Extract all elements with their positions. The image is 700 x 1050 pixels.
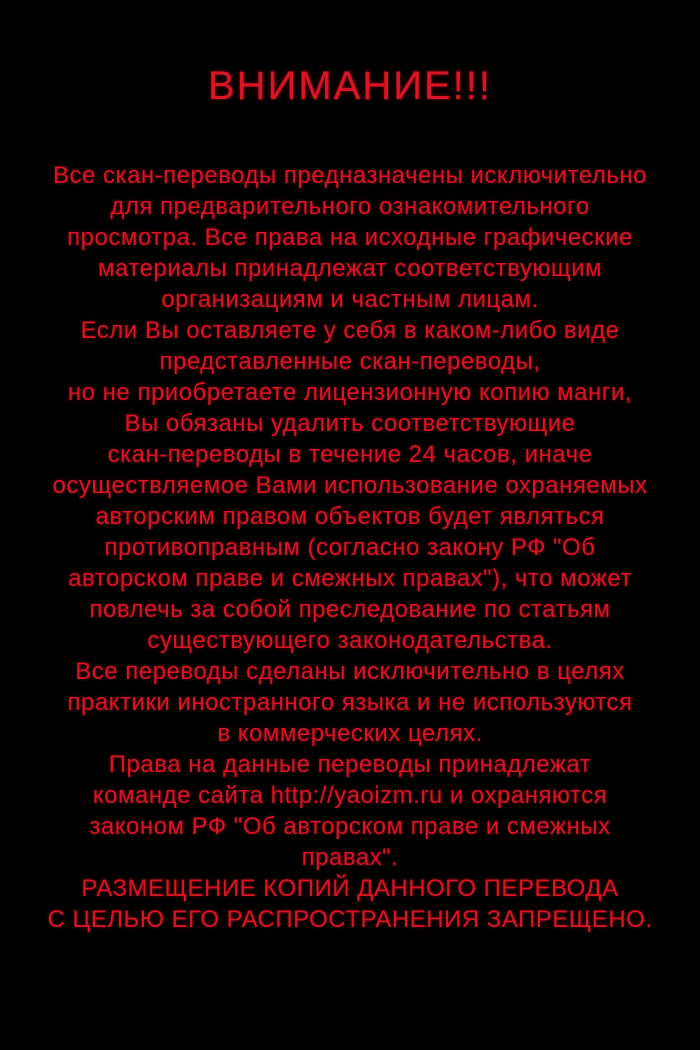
warning-title: ВНИМАНИЕ!!! — [208, 64, 492, 108]
disclaimer-line: авторском праве и смежных правах"), что может — [68, 565, 632, 592]
disclaimer-line: авторским правом объектов будет являться — [95, 503, 605, 530]
disclaimer-line: Вы обязаны удалить соответствующие — [124, 410, 576, 437]
disclaimer-text — [18, 160, 682, 935]
disclaimer-line-caps: РАЗМЕЩЕНИЕ КОПИЙ ДАННОГО ПЕРЕВОДА — [81, 875, 619, 902]
disclaimer-line: скан-переводы в течение 24 часов, иначе — [107, 441, 593, 468]
disclaimer-line: в коммерческих целях. — [217, 720, 483, 747]
disclaimer-line: Все скан-переводы предназначены исключительно — [53, 162, 647, 189]
disclaimer-line: Права на данные переводы принадлежат — [108, 751, 592, 778]
disclaimer-line: осуществляемое Вами использование охраняемых — [52, 472, 648, 499]
disclaimer-line-caps: С ЦЕЛЬЮ ЕГО РАСПРОСТРАНЕНИЯ ЗАПРЕЩЕНО. — [47, 906, 653, 933]
disclaimer-line: представленные скан-переводы, — [159, 348, 541, 375]
disclaimer-line: но не приобретаете лицензионную копию манги, — [67, 379, 633, 406]
disclaimer-line: правах". — [301, 844, 399, 871]
disclaimer-line: практики иностранного языка и не используются — [67, 689, 633, 716]
disclaimer-line: материалы принадлежат соответствующим — [98, 255, 602, 282]
disclaimer-line: команде сайта http://yaoizm.ru и охраняются — [92, 782, 608, 809]
disclaimer-line: для предварительного ознакомительного — [110, 193, 590, 220]
disclaimer-line: Все переводы сделаны исключительно в целях — [75, 658, 625, 685]
disclaimer-line: Если Вы оставляете у себя в каком-либо виде — [80, 317, 620, 344]
disclaimer-line: противоправным (согласно закону РФ "Об — [104, 534, 596, 561]
disclaimer-line: просмотра. Все права на исходные графические — [67, 224, 633, 251]
disclaimer-line: существующего законодательства. — [147, 627, 553, 654]
disclaimer-line: повлечь за собой преследование по статьям — [89, 596, 611, 623]
disclaimer-line: организациям и частным лицам. — [161, 286, 539, 313]
disclaimer-line: законом РФ "Об авторском праве и смежных — [89, 813, 611, 840]
